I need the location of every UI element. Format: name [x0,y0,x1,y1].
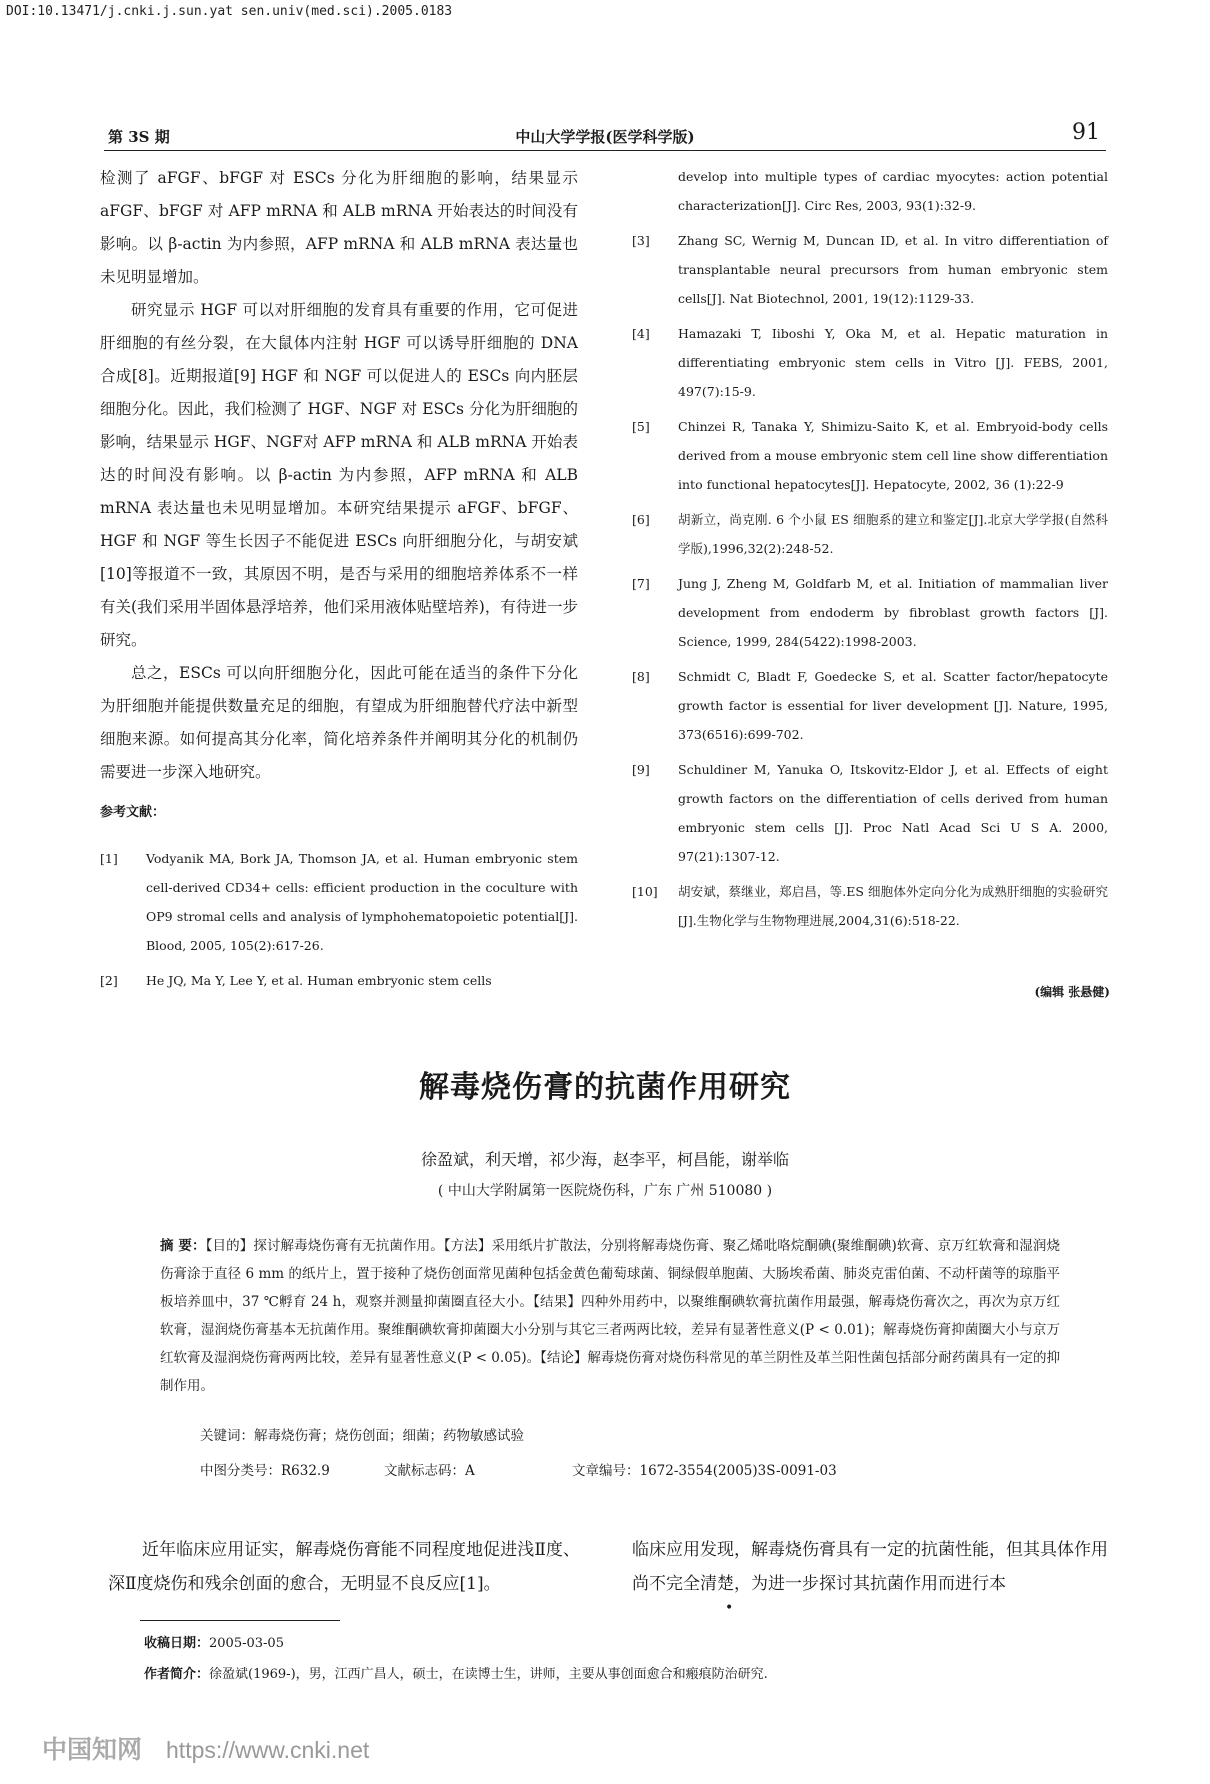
author-bio-label: 作者简介： [144,1667,210,1682]
abstract-block [160,1232,1060,1400]
reference-number: [4] [632,326,650,341]
left-column [100,162,578,995]
intro-left [108,1533,580,1601]
reference-text: Vodyanik MA, Bork JA, Thomson JA, et al. Human embryonic stem cell-derived CD34+ cells: efficient production in the coculture with OP9 stromal cells and analysis of lymphohematopoietic potential[J]. Blood, 2005, 105(2):617-26. [146,851,578,953]
reference-number: [1] [100,851,118,866]
reference-item [632,412,1108,499]
received-value: 2005-03-05 [209,1636,284,1651]
editor-credit: (编辑 张悬健) [1034,985,1110,999]
body-paragraph: 研究显示 HGF 可以对肝细胞的发育具有重要的作用，它可促进肝细胞的有丝分裂，在大鼠体内注射 HGF 可以诱导肝细胞的 DNA 合成[8]。近期报道[9] HGF 和 NGF 可以促进人的 ESCs 向内胚层细胞分化。因此，我们检测了 HGF、NGF 对 ESCs 分化为肝细胞的影响，结果显示 HGF、NGF对 AFP mRNA 和 ALB mRNA 开始表达的时间没有影响。以 β-actin 为内参照，AFP mRNA 和 ALB mRNA 表达量也未见明显增加。本研究结果提示 aFGF、bFGF、HGF 和 NGF 等生长因子不能促进 ESCs 向肝细胞分化，与胡安斌[10]等报道不一致，其原因不明，是否与采用的细胞培养体系不一样有关(我们采用半固体悬浮培养，他们采用液体贴壁培养)，有待进一步研究。 [100,301,578,649]
reference-continuation [632,162,1108,220]
reference-text: Schuldiner M, Yanuka O, Itskovitz-Eldor J, et al. Effects of eight growth factors on the differentiation of cells derived from human embryonic stem cells [J]. Proc Natl Acad Sci U S A. 2000, 97(21):1307-12. [678,762,1108,864]
intro-right [632,1533,1108,1601]
cnki-url[interactable]: https://www.cnki.net [166,1737,370,1763]
journal-name: 中山大学学报(医学科学版) [515,128,695,146]
received-date [144,1632,284,1651]
reference-item [632,662,1108,749]
abstract-label: 摘 要： [160,1238,206,1254]
reference-number: [7] [632,576,650,591]
intro-paragraph: 临床应用发现，解毒烧伤膏具有一定的抗菌性能，但其具体作用尚不完全清楚，为进一步探讨其抗菌作用而进行本 [632,1540,1108,1594]
doi-line: DOI:10.13471/j.cnki.j.sun.yat sen.univ(med.sci).2005.0183 [6,4,453,19]
reference-number: [6] [632,512,650,527]
right-column [632,162,1108,935]
affiliation: ( 中山大学附属第一医院烧伤科，广东 广州 510080 ) [437,1183,773,1199]
reference-item [632,319,1108,406]
reference-text: 胡新立，尚克刚. 6 个小鼠 ES 细胞系的建立和鉴定[J].北京大学学报(自然科学版),1996,32(2):248-52. [678,512,1108,556]
reference-item [100,966,578,995]
reference-text: Jung J, Zheng M, Goldfarb M, et al. Initiation of mammalian liver development from endoderm by fibroblast growth factors [J]. Science, 1999, 284(5422):1998-2003. [678,576,1108,649]
reference-number: [10] [632,884,658,899]
classification-row [200,1459,1100,1479]
abstract-text: 【目的】探讨解毒烧伤膏有无抗菌作用。【方法】采用纸片扩散法，分别将解毒烧伤膏、聚乙烯吡咯烷酮碘(聚维酮碘)软膏、京万红软膏和湿润烧伤膏涂于直径 6 mm 的纸片上，置于接种了烧伤创面常见菌种包括金黄色葡萄球菌、铜绿假单胞菌、大肠埃希菌、肺炎克雷伯菌、不动杆菌等的琼脂平板培养皿中，37 ℃孵育 24 h，观察并测量抑菌圈直径大小。【结果】四种外用药中，以聚维酮碘软膏抗菌作用最强，解毒烧伤膏次之，再次为京万红软膏，湿润烧伤膏基本无抗菌作用。聚维酮碘软膏抑菌圈大小分别与其它三者两两比较，差异有显著性意义(P < 0.01)；解毒烧伤膏抑菌圈大小与京万红软膏及湿润烧伤膏两两比较，差异有显著性意义(P < 0.05)。【结论】解毒烧伤膏对烧伤科常见的革兰阴性及革兰阳性菌包括部分耐药菌具有一定的抑制作用。 [160,1238,1060,1394]
issue-number: 第 3S 期 [108,128,170,146]
reference-text: He JQ, Ma Y, Lee Y, et al. Human embryonic stem cells [146,973,492,988]
reference-text: 胡安斌，蔡继业，郑启昌，等.ES 细胞体外定向分化为成熟肝细胞的实验研究[J].生物化学与生物物理进展,2004,31(6):518-22. [678,884,1108,928]
page-number: 91 [1072,120,1100,145]
author-bio [144,1663,768,1682]
reference-item [632,226,1108,313]
cnki-watermark [42,1730,369,1766]
intro-paragraph: 近年临床应用证实，解毒烧伤膏能不同程度地促进浅Ⅱ度、深Ⅱ度烧伤和残余创面的愈合，无明显不良反应[1]。 [108,1540,580,1594]
body-paragraph: 总之，ESCs 可以向肝细胞分化，因此可能在适当的条件下分化为肝细胞并能提供数量充足的细胞，有望成为肝细胞替代疗法中新型细胞来源。如何提高其分化率，简化培养条件并阐明其分化的机制仍需要进一步深入地研究。 [100,664,578,781]
reference-number: [5] [632,419,650,434]
reference-text: Chinzei R, Tanaka Y, Shimizu-Saito K, et al. Embryoid-body cells derived from a mouse embryonic stem cell line show differentiation into functional hepatocytes[J]. Hepatocyte, 2002, 36 (1):22-9 [678,419,1108,492]
article-title: 解毒烧伤膏的抗菌作用研究 [419,1070,791,1105]
reference-number: [3] [632,233,650,248]
author-list: 徐盈斌，利天增，祁少海，赵李平，柯昌能，谢举临 [420,1150,789,1169]
reference-text: Schmidt C, Bladt F, Goedecke S, et al. Scatter factor/hepatocyte growth factor is essential for liver development [J]. Nature, 1995, 373(6516):699-702. [678,669,1108,742]
keywords: 关键词：解毒烧伤膏；烧伤创面；细菌；药物敏感试验 [200,1428,524,1444]
reference-text: develop into multiple types of cardiac myocytes: action potential characterization[J]. Circ Res, 2003, 93(1):32-9. [678,169,1108,213]
reference-text: Hamazaki T, Iiboshi Y, Oka M, et al. Hepatic maturation in differentiating embryonic stem cells in Vitro [J]. FEBS, 2001, 497(7):15-9. [678,326,1108,399]
dot-mark: • [725,1600,734,1616]
author-bio-text: 徐盈斌(1969-)，男，江西广昌人，硕士，在读博士生，讲师，主要从事创面愈合和瘢痕防治研究. [209,1667,768,1682]
header-rule [104,150,1106,151]
received-label: 收稿日期： [144,1636,210,1651]
classification-number: 中图分类号：R632.9 [200,1463,330,1479]
article-number: 文章编号：1672-3554(2005)3S-0091-03 [572,1463,837,1479]
reference-item [632,569,1108,656]
reference-number: [9] [632,762,650,777]
reference-number: [8] [632,669,650,684]
reference-text: Zhang SC, Wernig M, Duncan ID, et al. In vitro differentiation of transplantable neural precursors from human embryonic stem cells[J]. Nat Biotechnol, 2001, 19(12):1129-33. [678,233,1108,306]
reference-item [632,877,1108,935]
reference-item [632,755,1108,871]
reference-item [632,505,1108,563]
document-code: 文献标志码：A [384,1463,475,1479]
cnki-logo: 中国知网 [42,1735,143,1764]
footnote-rule [140,1620,340,1621]
references-heading: 参考文献： [100,805,166,820]
reference-number: [2] [100,973,118,988]
reference-item [100,844,578,960]
body-paragraph: 检测了 aFGF、bFGF 对 ESCs 分化为肝细胞的影响，结果显示 aFGF、bFGF 对 AFP mRNA 和 ALB mRNA 开始表达的时间没有影响。以 β-actin 为内参照，AFP mRNA 和 ALB mRNA 表达量也未见明显增加。 [100,169,578,286]
